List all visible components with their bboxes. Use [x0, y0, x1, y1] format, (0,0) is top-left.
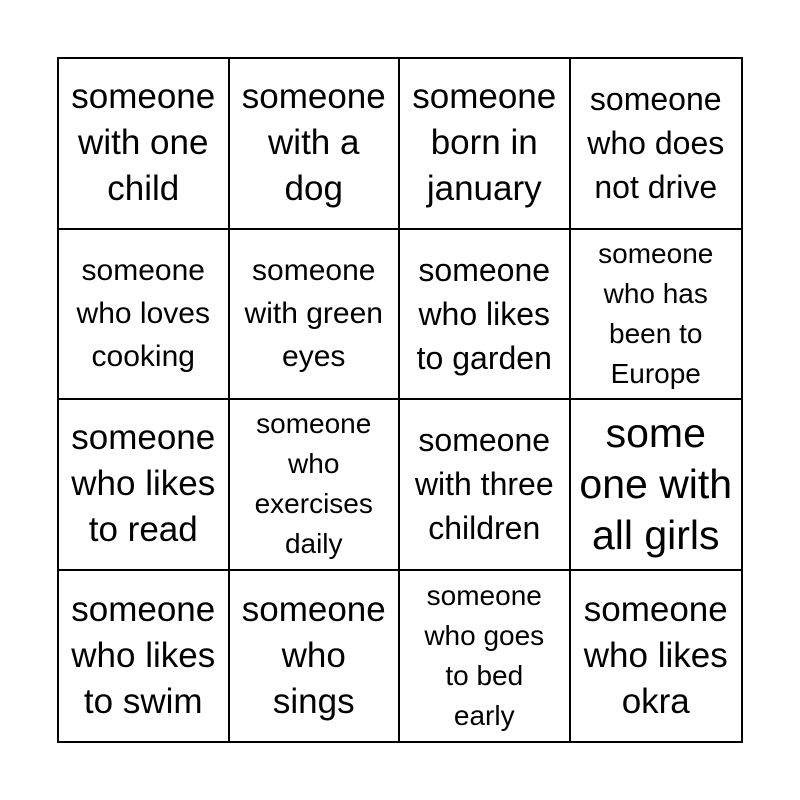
cell-text: someone who loves cooking: [76, 254, 210, 374]
bingo-board: [57, 57, 743, 743]
bingo-cell-4-4[interactable]: [571, 571, 742, 742]
cell-text: someone with one child: [71, 77, 216, 209]
cell-text: some one with all girls: [579, 409, 733, 558]
bingo-cell-1-4[interactable]: [571, 59, 742, 230]
cell-text: someone who sings: [241, 589, 386, 721]
cell-text: someone who exercises daily: [254, 408, 373, 560]
cell-text: someone who likes okra: [583, 589, 728, 721]
bingo-cell-3-4[interactable]: [571, 400, 742, 571]
bingo-cell-3-2[interactable]: [230, 400, 401, 571]
cell-text: someone who does not drive: [587, 81, 725, 206]
bingo-cell-4-3[interactable]: [400, 571, 571, 742]
cell-text: someone who likes to swim: [71, 589, 216, 721]
bingo-cell-1-2[interactable]: [230, 59, 401, 230]
bingo-cell-1-3[interactable]: [400, 59, 571, 230]
bingo-cell-3-1[interactable]: [59, 400, 230, 571]
cell-text: someone with green eyes: [244, 254, 383, 374]
bingo-cell-2-1[interactable]: [59, 230, 230, 401]
bingo-cell-2-4[interactable]: [571, 230, 742, 401]
cell-text: someone who has been to Europe: [598, 237, 714, 389]
bingo-cell-1-1[interactable]: [59, 59, 230, 230]
cell-text: someone born in january: [412, 77, 557, 209]
cell-text: someone with a dog: [241, 77, 386, 209]
bingo-cell-3-3[interactable]: [400, 400, 571, 571]
bingo-cell-2-2[interactable]: [230, 230, 401, 401]
cell-text: someone who goes to bed early: [424, 579, 545, 731]
cell-text: someone who likes to garden: [416, 251, 552, 376]
bingo-cell-2-3[interactable]: [400, 230, 571, 401]
cell-text: someone with three children: [414, 422, 554, 547]
bingo-cell-4-1[interactable]: [59, 571, 230, 742]
bingo-cell-4-2[interactable]: [230, 571, 401, 742]
cell-text: someone who likes to read: [71, 418, 216, 550]
